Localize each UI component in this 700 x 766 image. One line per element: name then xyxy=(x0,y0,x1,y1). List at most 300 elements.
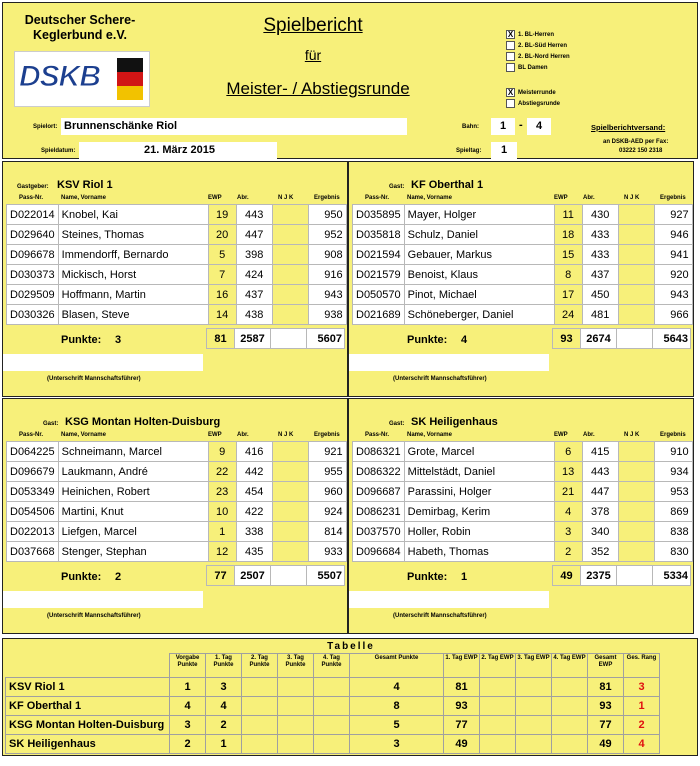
player-ergebnis[interactable]: 910 xyxy=(654,442,692,462)
player-row xyxy=(353,265,693,285)
pass-number[interactable]: D037668 xyxy=(7,542,59,562)
player-row xyxy=(7,542,347,562)
sum-abr: 2507 xyxy=(235,566,271,586)
player-ergebnis[interactable]: 814 xyxy=(308,522,346,542)
player-njk[interactable] xyxy=(272,205,308,225)
player-njk[interactable] xyxy=(618,205,654,225)
bahn-label: Bahn: xyxy=(462,124,479,130)
player-njk[interactable] xyxy=(272,265,308,285)
player-abr[interactable]: 398 xyxy=(236,245,272,265)
player-ergebnis[interactable]: 941 xyxy=(654,245,692,265)
player-njk[interactable] xyxy=(272,245,308,265)
standings-cell-vorgabe: 3 xyxy=(170,716,206,735)
player-name[interactable]: Habeth, Thomas xyxy=(404,542,554,562)
player-njk[interactable] xyxy=(272,522,308,542)
team-panel xyxy=(2,398,348,634)
standings-cell-t1: 4 xyxy=(206,697,242,716)
player-ewp[interactable]: 14 xyxy=(208,305,236,325)
organization-name xyxy=(15,13,145,43)
standings-column-header: 1. Tag EWP xyxy=(444,654,480,678)
spielort-field[interactable]: Brunnenschänke Riol xyxy=(61,118,407,135)
column-header-abr: Abr. xyxy=(237,195,249,201)
player-abr[interactable]: 433 xyxy=(582,225,618,245)
standings-cell-t1: 3 xyxy=(206,678,242,697)
standings-team-name: KSG Montan Holten-Duisburg xyxy=(6,716,170,735)
punkte-label: Punkte: xyxy=(407,571,448,583)
pass-number[interactable]: D030373 xyxy=(7,265,59,285)
standings-cell-e3 xyxy=(516,697,552,716)
column-header-njk: N J K xyxy=(278,432,294,438)
standings-table xyxy=(5,653,660,754)
league-option[interactable] xyxy=(506,40,570,51)
player-abr[interactable]: 378 xyxy=(582,502,618,522)
column-header-ewp: EWP xyxy=(554,195,568,201)
player-name[interactable]: Liefgen, Marcel xyxy=(58,522,208,542)
player-ergebnis[interactable]: 955 xyxy=(308,462,346,482)
player-abr[interactable]: 443 xyxy=(582,462,618,482)
bahn-to-field[interactable]: 4 xyxy=(527,118,551,135)
page-title: Spielbericht xyxy=(263,15,363,36)
player-abr[interactable]: 430 xyxy=(582,205,618,225)
column-header-erg: Ergebnis xyxy=(314,432,340,438)
standings-cell-t3 xyxy=(278,697,314,716)
player-njk[interactable] xyxy=(618,542,654,562)
player-row xyxy=(353,462,693,482)
league-label: BL Damen xyxy=(518,64,548,71)
league-checkbox[interactable]: X xyxy=(507,30,514,39)
player-abr[interactable]: 442 xyxy=(236,462,272,482)
player-row xyxy=(353,205,693,225)
standings-cell-t2 xyxy=(242,735,278,754)
sum-ergebnis: 5334 xyxy=(653,566,691,586)
league-checkbox[interactable] xyxy=(506,41,515,50)
signature-label: (Unterschrift Mannschaftsführer) xyxy=(47,613,141,619)
player-ewp[interactable]: 5 xyxy=(208,245,236,265)
player-ergebnis[interactable]: 934 xyxy=(654,462,692,482)
pass-number[interactable]: D096678 xyxy=(7,245,59,265)
player-abr[interactable]: 415 xyxy=(582,442,618,462)
player-njk[interactable] xyxy=(272,462,308,482)
standings-rank: 1 xyxy=(624,697,660,716)
sum-ewp: 81 xyxy=(207,329,235,349)
player-njk[interactable] xyxy=(272,442,308,462)
pass-number[interactable]: D021579 xyxy=(353,265,405,285)
round-checkbox[interactable] xyxy=(506,99,515,108)
team-panel xyxy=(348,161,694,397)
league-option[interactable] xyxy=(506,29,570,40)
league-label: 2. BL-Nord Herren xyxy=(518,53,570,60)
player-ewp[interactable]: 9 xyxy=(208,442,236,462)
player-ewp[interactable]: 10 xyxy=(208,502,236,522)
player-abr[interactable]: 422 xyxy=(236,502,272,522)
round-title: Meister- / Abstiegsrunde xyxy=(226,79,410,98)
standings-cell-e4 xyxy=(552,697,588,716)
player-ergebnis[interactable]: 908 xyxy=(308,245,346,265)
player-ewp[interactable]: 23 xyxy=(208,482,236,502)
player-ergebnis[interactable]: 920 xyxy=(654,265,692,285)
league-checkbox[interactable] xyxy=(506,52,515,61)
spieldatum-field[interactable]: 21. März 2015 xyxy=(79,142,277,159)
standings-column-header: 4. Tag EWP xyxy=(552,654,588,678)
standings-cell-t3 xyxy=(278,735,314,754)
player-ewp[interactable]: 17 xyxy=(554,285,582,305)
player-ewp[interactable]: 21 xyxy=(554,482,582,502)
player-ewp[interactable]: 22 xyxy=(208,462,236,482)
player-ewp[interactable]: 12 xyxy=(208,542,236,562)
player-name[interactable]: Steines, Thomas xyxy=(58,225,208,245)
player-abr[interactable]: 435 xyxy=(236,542,272,562)
sum-ergebnis: 5507 xyxy=(307,566,345,586)
player-njk[interactable] xyxy=(618,502,654,522)
player-name[interactable]: Holler, Robin xyxy=(404,522,554,542)
player-abr[interactable]: 447 xyxy=(236,225,272,245)
league-option[interactable] xyxy=(506,62,570,73)
standings-cell-e1: 93 xyxy=(444,697,480,716)
player-table xyxy=(6,441,347,562)
standings-cell-ges: 8 xyxy=(350,697,444,716)
player-njk[interactable] xyxy=(618,285,654,305)
player-ergebnis[interactable]: 938 xyxy=(308,305,346,325)
pass-number[interactable]: D037570 xyxy=(353,522,405,542)
player-njk[interactable] xyxy=(618,265,654,285)
column-header-name: Name, Vorname xyxy=(407,432,452,438)
player-ewp[interactable]: 8 xyxy=(554,265,582,285)
player-njk[interactable] xyxy=(272,285,308,305)
pass-number[interactable]: D053349 xyxy=(7,482,59,502)
player-njk[interactable] xyxy=(272,305,308,325)
standings-cell-t3 xyxy=(278,716,314,735)
sum-njk xyxy=(271,566,307,586)
sum-njk xyxy=(617,329,653,349)
player-ergebnis[interactable]: 838 xyxy=(654,522,692,542)
standings-row xyxy=(6,735,660,754)
standings-cell-vorgabe: 2 xyxy=(170,735,206,754)
player-ergebnis[interactable]: 953 xyxy=(654,482,692,502)
player-njk[interactable] xyxy=(272,225,308,245)
round-checkbox[interactable]: X xyxy=(507,88,514,97)
org-line-1: Deutscher Schere- xyxy=(24,13,136,27)
column-header-abr: Abr. xyxy=(583,432,595,438)
pass-number[interactable]: D086231 xyxy=(353,502,405,522)
player-ergebnis[interactable]: 933 xyxy=(308,542,346,562)
standings-cell-vorgabe: 1 xyxy=(170,678,206,697)
player-njk[interactable] xyxy=(272,482,308,502)
signature-label: (Unterschrift Mannschaftsführer) xyxy=(393,613,487,619)
standings-cell-t2 xyxy=(242,697,278,716)
round-option[interactable] xyxy=(506,98,560,109)
player-row xyxy=(353,225,693,245)
signature-field[interactable] xyxy=(349,591,549,608)
player-ewp[interactable]: 7 xyxy=(208,265,236,285)
player-name[interactable]: Immendorff, Bernardo xyxy=(58,245,208,265)
standings-cell-e1: 81 xyxy=(444,678,480,697)
sum-njk xyxy=(271,329,307,349)
player-ergebnis[interactable]: 830 xyxy=(654,542,692,562)
standings-rank: 4 xyxy=(624,735,660,754)
player-name[interactable]: Schöneberger, Daniel xyxy=(404,305,554,325)
player-abr[interactable]: 443 xyxy=(236,205,272,225)
standings-cell-ges: 3 xyxy=(350,735,444,754)
player-ewp[interactable]: 11 xyxy=(554,205,582,225)
player-table xyxy=(352,441,693,562)
player-ergebnis[interactable]: 960 xyxy=(308,482,346,502)
column-header-abr: Abr. xyxy=(237,432,249,438)
player-abr[interactable]: 433 xyxy=(582,245,618,265)
player-abr[interactable]: 338 xyxy=(236,522,272,542)
pass-number[interactable]: D096679 xyxy=(7,462,59,482)
standings-cell-e3 xyxy=(516,716,552,735)
player-ewp[interactable]: 18 xyxy=(554,225,582,245)
player-abr[interactable]: 416 xyxy=(236,442,272,462)
spieltag-field[interactable]: 1 xyxy=(491,142,517,159)
player-njk[interactable] xyxy=(618,442,654,462)
league-checkbox-list xyxy=(506,29,570,73)
player-ewp[interactable]: 16 xyxy=(208,285,236,305)
signature-field[interactable] xyxy=(3,354,203,371)
standings-row xyxy=(6,678,660,697)
standings-cell-t2 xyxy=(242,678,278,697)
column-header-name: Name, Vorname xyxy=(61,432,106,438)
sum-abr: 2375 xyxy=(581,566,617,586)
pass-number[interactable]: D022014 xyxy=(7,205,59,225)
league-checkbox[interactable] xyxy=(506,63,515,72)
player-row xyxy=(7,502,347,522)
standings-panel xyxy=(2,638,698,756)
player-ergebnis[interactable]: 950 xyxy=(308,205,346,225)
player-njk[interactable] xyxy=(618,305,654,325)
player-ergebnis[interactable]: 869 xyxy=(654,502,692,522)
versand-line-2: 03222 150 2318 xyxy=(619,148,663,154)
player-ewp[interactable]: 13 xyxy=(554,462,582,482)
player-abr[interactable]: 437 xyxy=(236,285,272,305)
title-fuer: für xyxy=(304,47,322,63)
player-ewp[interactable]: 4 xyxy=(554,502,582,522)
player-row xyxy=(353,285,693,305)
standings-cell-t1: 2 xyxy=(206,716,242,735)
round-option[interactable] xyxy=(506,87,560,98)
player-name[interactable]: Heinichen, Robert xyxy=(58,482,208,502)
player-ewp[interactable]: 19 xyxy=(208,205,236,225)
pass-number[interactable]: D021594 xyxy=(353,245,405,265)
dskb-logo xyxy=(14,51,150,107)
player-abr[interactable]: 340 xyxy=(582,522,618,542)
standings-cell-e4 xyxy=(552,735,588,754)
spieltag-label: Spieltag: xyxy=(456,148,482,154)
player-ergebnis[interactable]: 943 xyxy=(654,285,692,305)
player-row xyxy=(7,265,347,285)
player-name[interactable]: Benoist, Klaus xyxy=(404,265,554,285)
sum-abr: 2674 xyxy=(581,329,617,349)
standings-cell-ges: 4 xyxy=(350,678,444,697)
player-njk[interactable] xyxy=(618,522,654,542)
player-name[interactable]: Martini, Knut xyxy=(58,502,208,522)
standings-team-name: SK Heiligenhaus xyxy=(6,735,170,754)
team-totals xyxy=(552,328,691,349)
player-ergebnis[interactable]: 946 xyxy=(654,225,692,245)
player-row xyxy=(353,522,693,542)
header-panel xyxy=(2,2,698,159)
signature-field[interactable] xyxy=(349,354,549,371)
player-njk[interactable] xyxy=(618,225,654,245)
player-name[interactable]: Hoffmann, Martin xyxy=(58,285,208,305)
standings-cell-eges: 49 xyxy=(588,735,624,754)
player-row xyxy=(7,305,347,325)
player-name[interactable]: Mickisch, Horst xyxy=(58,265,208,285)
league-label: 2. BL-Süd Herren xyxy=(518,42,568,49)
player-ewp[interactable]: 2 xyxy=(554,542,582,562)
column-header-pass: Pass-Nr. xyxy=(19,195,44,201)
player-row xyxy=(7,442,347,462)
player-name[interactable]: Knobel, Kai xyxy=(58,205,208,225)
bahn-from-field[interactable]: 1 xyxy=(491,118,515,135)
player-ewp[interactable]: 1 xyxy=(208,522,236,542)
team-punkte: 2 xyxy=(115,571,122,583)
team-role-label: Gastgeber: xyxy=(17,184,49,190)
round-label: Abstiegsrunde xyxy=(518,100,561,107)
player-abr[interactable]: 424 xyxy=(236,265,272,285)
pass-number[interactable]: D030326 xyxy=(7,305,59,325)
player-ewp[interactable]: 24 xyxy=(554,305,582,325)
team-punkte: 1 xyxy=(461,571,468,583)
pass-number[interactable]: D054506 xyxy=(7,502,59,522)
league-option[interactable] xyxy=(506,51,570,62)
player-ergebnis[interactable]: 952 xyxy=(308,225,346,245)
player-row xyxy=(353,305,693,325)
player-name[interactable]: Stenger, Stephan xyxy=(58,542,208,562)
pass-number[interactable]: D096687 xyxy=(353,482,405,502)
pass-number[interactable]: D035818 xyxy=(353,225,405,245)
player-abr[interactable]: 450 xyxy=(582,285,618,305)
standings-cell-t2 xyxy=(242,716,278,735)
player-abr[interactable]: 437 xyxy=(582,265,618,285)
player-name[interactable]: Gebauer, Markus xyxy=(404,245,554,265)
player-ergebnis[interactable]: 943 xyxy=(308,285,346,305)
eagle-flag-icon xyxy=(117,58,143,100)
pass-number[interactable]: D096684 xyxy=(353,542,405,562)
sum-ewp: 93 xyxy=(553,329,581,349)
player-njk[interactable] xyxy=(618,482,654,502)
pass-number[interactable]: D029509 xyxy=(7,285,59,305)
player-name[interactable]: Schulz, Daniel xyxy=(404,225,554,245)
standings-cell-e2 xyxy=(480,697,516,716)
column-header-name: Name, Vorname xyxy=(61,195,106,201)
column-header-name: Name, Vorname xyxy=(407,195,452,201)
pass-number[interactable]: D086321 xyxy=(353,442,405,462)
player-row xyxy=(7,522,347,542)
standings-column-header: Ges. Rang xyxy=(624,654,660,678)
player-row xyxy=(353,542,693,562)
org-line-2: Keglerbund e.V. xyxy=(32,28,127,42)
standings-cell-e4 xyxy=(552,678,588,697)
pass-number[interactable]: D086322 xyxy=(353,462,405,482)
player-ewp[interactable]: 6 xyxy=(554,442,582,462)
player-name[interactable]: Blasen, Steve xyxy=(58,305,208,325)
standings-cell-e2 xyxy=(480,716,516,735)
player-name[interactable]: Schneimann, Marcel xyxy=(58,442,208,462)
player-row xyxy=(353,442,693,462)
team-name: KSG Montan Holten-Duisburg xyxy=(65,416,221,428)
standings-cell-e4 xyxy=(552,716,588,735)
pass-number[interactable]: D021689 xyxy=(353,305,405,325)
player-ewp[interactable]: 15 xyxy=(554,245,582,265)
round-label: Meisterrunde xyxy=(518,89,556,96)
standings-cell-e1: 49 xyxy=(444,735,480,754)
pass-number[interactable]: D029640 xyxy=(7,225,59,245)
team-name: SK Heiligenhaus xyxy=(411,416,498,428)
standings-cell-t1: 1 xyxy=(206,735,242,754)
player-ergebnis[interactable]: 921 xyxy=(308,442,346,462)
player-njk[interactable] xyxy=(272,502,308,522)
player-ergebnis[interactable]: 927 xyxy=(654,205,692,225)
sum-ergebnis: 5643 xyxy=(653,329,691,349)
pass-number[interactable]: D035895 xyxy=(353,205,405,225)
pass-number[interactable]: D022013 xyxy=(7,522,59,542)
standings-cell-t4 xyxy=(314,716,350,735)
player-row xyxy=(353,502,693,522)
round-checkbox-list xyxy=(506,87,560,109)
team-totals xyxy=(552,565,691,586)
versand-line-1: an DSKB-AED per Fax: xyxy=(603,139,669,145)
player-name[interactable]: Pinot, Michael xyxy=(404,285,554,305)
player-ergebnis[interactable]: 966 xyxy=(654,305,692,325)
player-name[interactable]: Laukmann, André xyxy=(58,462,208,482)
team-panel xyxy=(2,161,348,397)
spielort-label: Spielort: xyxy=(33,124,58,130)
player-ewp[interactable]: 20 xyxy=(208,225,236,245)
pass-number[interactable]: D050570 xyxy=(353,285,405,305)
team-punkte: 3 xyxy=(115,334,122,346)
column-header-pass: Pass-Nr. xyxy=(365,432,390,438)
standings-team-name: KSV Riol 1 xyxy=(6,678,170,697)
player-abr[interactable]: 481 xyxy=(582,305,618,325)
player-njk[interactable] xyxy=(272,542,308,562)
standings-cell-t3 xyxy=(278,678,314,697)
standings-column-header: Vorgabe Punkte xyxy=(170,654,206,678)
player-ergebnis[interactable]: 916 xyxy=(308,265,346,285)
player-name[interactable]: Mittelstädt, Daniel xyxy=(404,462,554,482)
league-label: 1. BL-Herren xyxy=(518,31,555,38)
column-header-erg: Ergebnis xyxy=(660,432,686,438)
standings-column-header: 3. Tag EWP xyxy=(516,654,552,678)
column-header-pass: Pass-Nr. xyxy=(19,432,44,438)
column-header-njk: N J K xyxy=(624,432,640,438)
player-name[interactable]: Parassini, Holger xyxy=(404,482,554,502)
player-ewp[interactable]: 3 xyxy=(554,522,582,542)
standings-cell-eges: 81 xyxy=(588,678,624,697)
punkte-label: Punkte: xyxy=(61,334,102,346)
player-abr[interactable]: 352 xyxy=(582,542,618,562)
player-ergebnis[interactable]: 924 xyxy=(308,502,346,522)
player-name[interactable]: Demirbag, Kerim xyxy=(404,502,554,522)
player-abr[interactable]: 447 xyxy=(582,482,618,502)
signature-field[interactable] xyxy=(3,591,203,608)
player-name[interactable]: Mayer, Holger xyxy=(404,205,554,225)
sum-ergebnis: 5607 xyxy=(307,329,345,349)
standings-cell-ges: 5 xyxy=(350,716,444,735)
column-header-njk: N J K xyxy=(278,195,294,201)
player-njk[interactable] xyxy=(618,462,654,482)
player-abr[interactable]: 438 xyxy=(236,305,272,325)
standings-cell-t4 xyxy=(314,678,350,697)
pass-number[interactable]: D064225 xyxy=(7,442,59,462)
player-name[interactable]: Grote, Marcel xyxy=(404,442,554,462)
punkte-label: Punkte: xyxy=(407,334,448,346)
bahn-separator: - xyxy=(519,119,523,131)
player-row xyxy=(353,482,693,502)
player-njk[interactable] xyxy=(618,245,654,265)
team-totals xyxy=(206,565,345,586)
player-abr[interactable]: 454 xyxy=(236,482,272,502)
